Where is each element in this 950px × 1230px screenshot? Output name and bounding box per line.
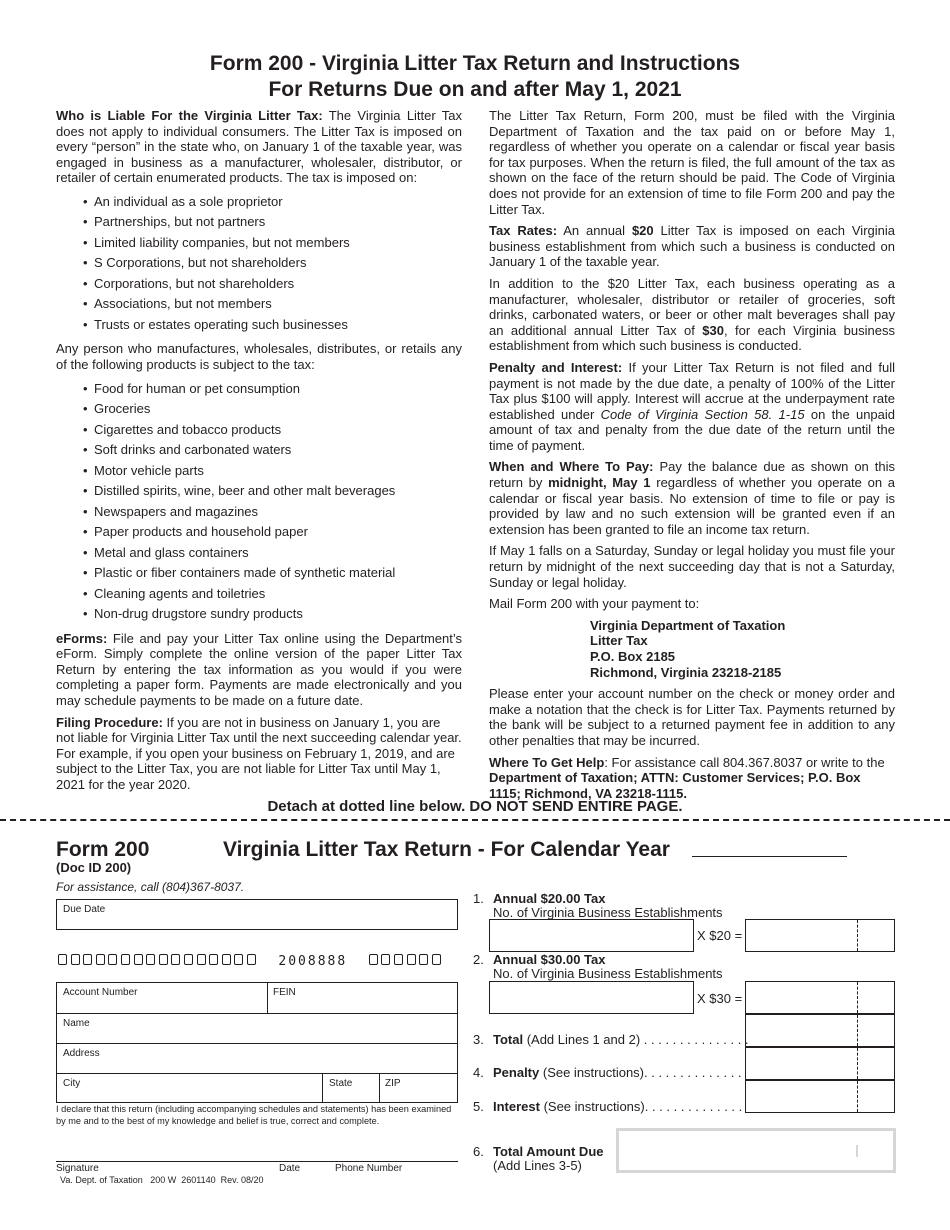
line-4-label [493,1065,742,1080]
liable-paragraph [56,108,462,186]
penalty-text: If your Litter Tax Return is not filed and full payment is not made by the due date, a penalty of 100% of the Litter Tax plus $100 will apply. Interest will accrue at the underpayment rate established under [489,359,895,422]
line-3-text: (Add Lines 1 and 2) . . . . . . . . . . . . . . . [523,1032,749,1047]
line-6-number: 6. [473,1144,484,1159]
line-5-label [493,1099,742,1114]
list-item: • Trusts or estates operating such businesses [56,315,462,336]
form-footer: Va. Dept. of Taxation 200 W 2601140 Rev. 08/20 [60,1175,264,1185]
filing-paragraph [56,715,462,793]
line-3-number: 3. [473,1032,484,1047]
line-4-text: (See instructions). . . . . . . . . . . . . . [539,1065,742,1080]
scan-box [146,954,155,965]
list-item: • Distilled spirits, wine, beer and other malt beverages [56,481,462,502]
penalty-heading: Penalty and Interest: [489,359,623,375]
taxpayer-info-grid [56,982,458,1103]
scan-box [209,954,218,965]
date-label: Date [279,1163,301,1174]
line-3-title: Total [493,1032,524,1047]
list-item: • Associations, but not members [56,294,462,315]
tax-rate-amount: $20 [631,223,654,239]
due-date-field[interactable] [56,899,458,930]
form-title: Virginia Litter Tax Return - For Calendar Year [223,838,670,861]
line-2-multiplier: X $30 = [697,991,743,1006]
tax-rates-text: Litter Tax is imposed on each Virginia business establishment from which such a business is conducted on January 1 of the taxable year. [489,223,895,270]
code-reference: Code of Virginia Section 58. 1-15 [600,406,805,422]
scan-box [369,954,378,965]
line-1-count-input[interactable] [489,919,694,952]
scan-box [83,954,92,965]
scan-box [432,954,441,965]
scan-line [58,952,444,969]
tax-rates-text: An annual [557,223,632,239]
signature-line[interactable] [56,1161,458,1162]
line-2-title: Annual $30.00 Tax [493,952,606,967]
line-3-amount-input[interactable] [745,1014,895,1047]
help-address: Department of Taxation; ATTN: Customer Services; P.O. Box 1115; Richmond, VA 23218-1115. [489,770,861,801]
help-text: : For assistance call 804.367.8037 or write to the [604,754,885,770]
penalty-text: on the unpaid amount of tax and penalty from the due date of the return until the time of payment. [489,406,896,453]
help-paragraph [489,755,895,802]
line-2-count-input[interactable] [489,981,694,1014]
list-item: • Partnerships, but not partners [56,212,462,233]
right-instructions [489,108,895,807]
scan-digits: 2008888 [278,954,348,969]
mail-intro: Mail Form 200 with your payment to: [489,596,700,612]
address-line: Virginia Department of Taxation [590,617,786,633]
scan-box [121,954,130,965]
line-1-number: 1. [473,891,484,906]
scan-box [394,954,403,965]
additional-tax-amount: $30 [702,322,724,338]
tax-rates-heading: Tax Rates: [489,223,558,239]
address-line: Richmond, Virginia 23218-2185 [590,664,782,680]
line-4-title: Penalty [493,1065,540,1080]
tax-rates-paragraph [489,223,895,270]
scan-box [171,954,180,965]
list-item: • Metal and glass containers [56,543,462,564]
signature-label: Signature [56,1163,99,1174]
holiday-paragraph: If May 1 falls on a Saturday, Sunday or legal holiday you must file your return by midnight of the next succeeding day that is not a Saturday, Sunday or legal holiday. [489,543,895,590]
list-item: • Food for human or pet consumption [56,379,462,400]
list-item: • Motor vehicle parts [56,461,462,482]
detach-instruction: Detach at dotted line below. DO NOT SEND ENTIRE PAGE. [267,798,683,815]
scan-box [222,954,231,965]
line-1-multiplier: X $20 = [697,928,743,943]
due-date-label: Due Date [63,904,106,915]
penalty-paragraph [489,360,895,454]
line-1-title: Annual $20.00 Tax [493,891,606,906]
help-heading: Where To Get Help [489,754,605,770]
calendar-year-field[interactable] [692,856,847,857]
line-6-title: Total Amount Due [493,1144,604,1159]
phone-label: Phone Number [335,1163,403,1174]
list-item: • Corporations, but not shareholders [56,274,462,295]
detach-dashed-line [0,819,950,821]
account-note: Please enter your account number on the check or money order and make a notation that the check is for Litter Tax. Payments returned by the bank will be subject to a returned payment fee in addition to any other penalties that may be incurred. [489,686,895,748]
scan-box [381,954,390,965]
address-label: Address [63,1048,100,1059]
scan-box [159,954,168,965]
line-1-amount-input[interactable] [745,919,895,952]
eforms-heading: eForms: [56,630,108,646]
list-item: • Limited liability companies, but not members [56,233,462,254]
list-item: • Newspapers and magazines [56,502,462,523]
city-label: City [63,1078,81,1089]
when-paragraph [489,459,895,537]
intro-paragraph: The Litter Tax Return, Form 200, must be filed with the Virginia Department of Taxation and the tax paid on or before May 1, regardless of whether you operate on a calendar or fiscal year basis for tax purposes. When the return is filed, the full amount of the tax as shown on the face of the return should be paid. The Code of Virginia does not provide for an extension of time to file Form 200 and pay the Litter Tax. [489,108,895,217]
scan-box [247,954,256,965]
doc-id: (Doc ID 200) [56,860,132,875]
list-item: • Groceries [56,399,462,420]
left-instructions [56,108,462,799]
line-5-text: (See instructions). . . . . . . . . . . . . . [539,1099,743,1114]
when-heading: When and Where To Pay: [489,459,654,475]
form-number: Form 200 [56,838,150,861]
mailing-address [590,618,895,680]
line-5-title: Interest [493,1099,540,1114]
list-item: • Plastic or fiber containers made of synthetic material [56,563,462,584]
line-5-number: 5. [473,1099,484,1114]
list-item: • An individual as a sole proprietor [56,192,462,213]
when-text: regardless of whether you operate on a calendar or fiscal year basis. No extension of time to file or pay is provided by law and no such extension will be granted even if an extension has been granted to file an income tax return. [489,475,895,537]
deadline-text: midnight, May 1 [548,475,651,491]
fein-label: FEIN [273,987,296,998]
line-3-label [493,1032,749,1047]
scan-box [197,954,206,965]
when-text: Pay the balance due as shown on this return by [489,459,895,491]
page-title: Form 200 - Virginia Litter Tax Return and Instructions [209,52,741,75]
line-4-amount-input[interactable] [745,1047,895,1080]
state-label: State [329,1078,353,1089]
liable-heading: Who is Liable For the Virginia Litter Tax: [56,108,323,123]
eforms-text: File and pay your Litter Tax online using the Department’s eForm. Simply complete the online version of the paper Litter Tax Return by entering the tax information as you would if you were completing a paper form. Payments are made electronically and you may schedule payments to be made on a future date. [56,630,462,709]
filing-heading: Filing Procedure: [56,714,163,730]
list-item: • S Corporations, but not shareholders [56,253,462,274]
assistance-note: For assistance, call (804)367-8037. [56,880,245,894]
line-2-subtitle: No. of Virginia Business Establishments [493,966,723,981]
filing-text: If you are not in business on January 1, you are not liable for Virginia Litter Tax until the next succeeding calendar year. For example, if you open your business on February 1, 2019, and are subject to the Litter Tax, you are not liable for Litter Tax until May 1, 2021 for the year 2020. [56,714,462,792]
line-5-amount-input[interactable] [745,1080,895,1113]
line-1-subtitle: No. of Virginia Business Establishments [493,905,723,920]
declaration-text: I declare that this return (including accompanying schedules and statements) has been examined by me and to the best of my knowledge and belief is true, correct and complete. [56,1104,452,1126]
list-item: • Cleaning agents and toiletries [56,584,462,605]
list-item: • Soft drinks and carbonated waters [56,440,462,461]
additional-tax-paragraph [489,276,895,354]
list-item: • Non-drug drugstore sundry products [56,604,462,625]
eforms-paragraph [56,631,462,709]
entity-list [56,192,462,336]
line-2-amount-input[interactable] [745,981,895,1014]
scan-box [407,954,416,965]
scan-box [58,954,67,965]
liable-text: The Virginia Litter Tax does not apply to individual consumers. The Litter Tax is imposed on every “person” in the state who, on January 1 of the taxable year, was engaged in business as a manufacturer, wholesaler, distributor, or retailer of certain enumerated products. The tax is imposed on: [56,108,462,186]
zip-label: ZIP [385,1078,401,1089]
additional-tax-text: In addition to the $20 Litter Tax, each business operating as a manufacturer, wholesaler, distributor or retailer of groceries, soft drinks, carbonated waters, or beer or other malt beverages shall pay an additional annual Litter Tax of [489,275,895,338]
address-line: P.O. Box 2185 [590,649,676,664]
line-2-number: 2. [473,952,484,967]
product-list [56,379,462,625]
account-number-label: Account Number [63,987,138,998]
scan-box [134,954,143,965]
scan-box [184,954,193,965]
scan-box [71,954,80,965]
scan-box [96,954,105,965]
list-item: • Paper products and household paper [56,522,462,543]
line-6-subtitle: (Add Lines 3-5) [493,1158,582,1173]
scan-box [108,954,117,965]
line-4-number: 4. [473,1065,484,1080]
line-6-amount-input[interactable] [616,1128,896,1173]
page-subtitle: For Returns Due on and after May 1, 2021 [268,78,682,101]
additional-tax-text: , for each Virginia business establishment from which such business is conducted. [489,322,895,354]
list-item: • Cigarettes and tobacco products [56,420,462,441]
name-label: Name [63,1018,90,1029]
scan-box [419,954,428,965]
scan-box [234,954,243,965]
address-line: Litter Tax [590,633,648,649]
products-intro: Any person who manufactures, wholesales, distributes, or retails any of the following products is subject to the tax: [56,341,462,373]
